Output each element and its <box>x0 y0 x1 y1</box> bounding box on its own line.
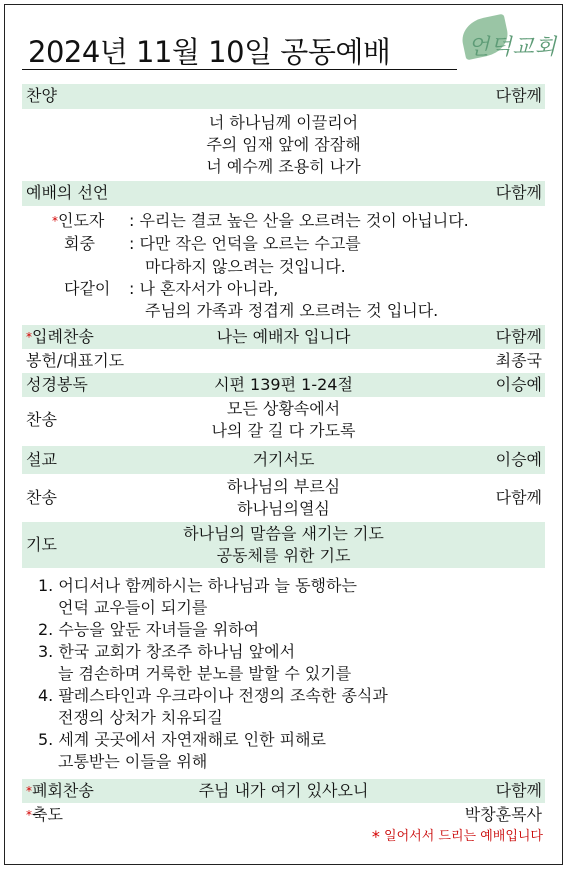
lyric-line: 주의 임재 앞에 잠잠해 <box>206 135 361 154</box>
section-leader: 박창훈목사 <box>464 805 542 824</box>
section-label: 예배의 선언 <box>26 183 109 202</box>
section-offering <box>22 349 545 373</box>
section-title: 주님 내가 여기 있사오니 <box>198 781 369 800</box>
standing-footnote: * 일어서서 드리는 예배입니다 <box>371 827 543 846</box>
prayer-item-cont: 언덕 교우들이 되기를 <box>58 598 208 617</box>
section-declaration-header <box>22 181 545 206</box>
prayer-title: 공동체를 위한 기도 <box>216 546 351 565</box>
prayer-item-cont: 늘 겸손하며 거룩한 분노를 발할 수 있기를 <box>58 664 352 683</box>
prayer-title: 하나님의 말씀을 새기는 기도 <box>183 524 384 543</box>
section-sermon <box>22 446 545 474</box>
section-leader: 최종국 <box>495 351 542 370</box>
praise-line: 나의 갈 길 다 가도록 <box>211 421 356 440</box>
section-label: 찬양 <box>26 86 57 105</box>
liturgy-line: : 나 혼자서가 아니라, <box>129 279 279 298</box>
section-label: *축도 <box>26 805 63 824</box>
stand-mark: * <box>52 214 58 228</box>
section-label: 성경봉독 <box>26 375 88 394</box>
page-title: 2024년 11월 10일 공동예배 <box>28 35 391 69</box>
section-title: 나는 예배자 입니다 <box>216 327 351 346</box>
section-praise <box>22 397 545 444</box>
section-label: 찬송 <box>26 488 57 507</box>
prayer-item-cont: 고통받는 이들을 위해 <box>58 752 208 771</box>
prayer-item: 3. 한국 교회가 창조주 하나님 앞에서 <box>38 642 296 661</box>
lyric-line: 너 하나님께 이끌리어 <box>208 113 359 132</box>
church-logo <box>456 16 558 68</box>
section-title: 거기서도 <box>252 450 315 469</box>
section-scripture <box>22 373 545 397</box>
section-label: *폐회찬송 <box>26 781 94 800</box>
liturgy-line: : 다만 작은 언덕을 오르는 수고를 <box>129 234 361 253</box>
section-label: 찬송 <box>26 410 57 429</box>
hymn-lyrics <box>22 112 545 178</box>
section-hymn2 <box>22 475 545 521</box>
section-leader: 다함께 <box>495 781 542 800</box>
prayer-item: 4. 팔레스타인과 우크라이나 전쟁의 조속한 종식과 <box>38 686 388 705</box>
section-title: 시편 139편 1-24절 <box>214 375 353 394</box>
prayer-item: 2. 수능을 앞둔 자녀들을 위하여 <box>38 620 260 639</box>
section-label: 기도 <box>26 535 57 554</box>
section-leader: 다함께 <box>495 488 542 507</box>
hymn-line: 하나님의열심 <box>237 499 330 518</box>
section-leader: 이승예 <box>495 375 542 394</box>
speaker-all: 다같이 <box>64 279 111 298</box>
section-leader: 다함께 <box>495 86 542 105</box>
section-leader: 다함께 <box>495 327 542 346</box>
liturgy-line: : 우리는 결코 높은 산을 오르려는 것이 아닙니다. <box>129 211 469 230</box>
section-label: *입례찬송 <box>26 327 94 346</box>
prayer-item-cont: 전쟁의 상처가 치유되길 <box>58 708 223 727</box>
section-prayer-header <box>22 522 545 568</box>
section-label: 설교 <box>26 450 57 469</box>
liturgy-line: 마다하지 않으려는 것입니다. <box>145 257 346 276</box>
speaker-leader: *인도자 <box>52 211 105 230</box>
section-hymn-header <box>22 84 545 109</box>
speaker-congregation: 회중 <box>64 234 95 253</box>
lyric-line: 너 예수께 조용히 나가 <box>206 157 361 176</box>
section-label: 봉헌/대표기도 <box>26 351 125 370</box>
hymn-line: 하나님의 부르심 <box>226 477 341 496</box>
praise-line: 모든 상황속에서 <box>226 399 341 418</box>
section-leader: 이승예 <box>495 450 542 469</box>
section-opening-hymn <box>22 325 545 349</box>
prayer-item: 1. 어디서나 함께하시는 하나님과 늘 동행하는 <box>38 576 357 595</box>
prayer-item: 5. 세계 곳곳에서 자연재해로 인한 피해로 <box>38 730 326 749</box>
section-leader: 다함께 <box>495 183 542 202</box>
title-underline <box>22 69 457 70</box>
section-closing-hymn <box>22 779 545 803</box>
liturgy-line: 주님의 가족과 정겹게 오르려는 것 입니다. <box>145 301 439 320</box>
logo-text: 언덕교회 <box>468 35 558 60</box>
section-benediction <box>22 803 545 827</box>
